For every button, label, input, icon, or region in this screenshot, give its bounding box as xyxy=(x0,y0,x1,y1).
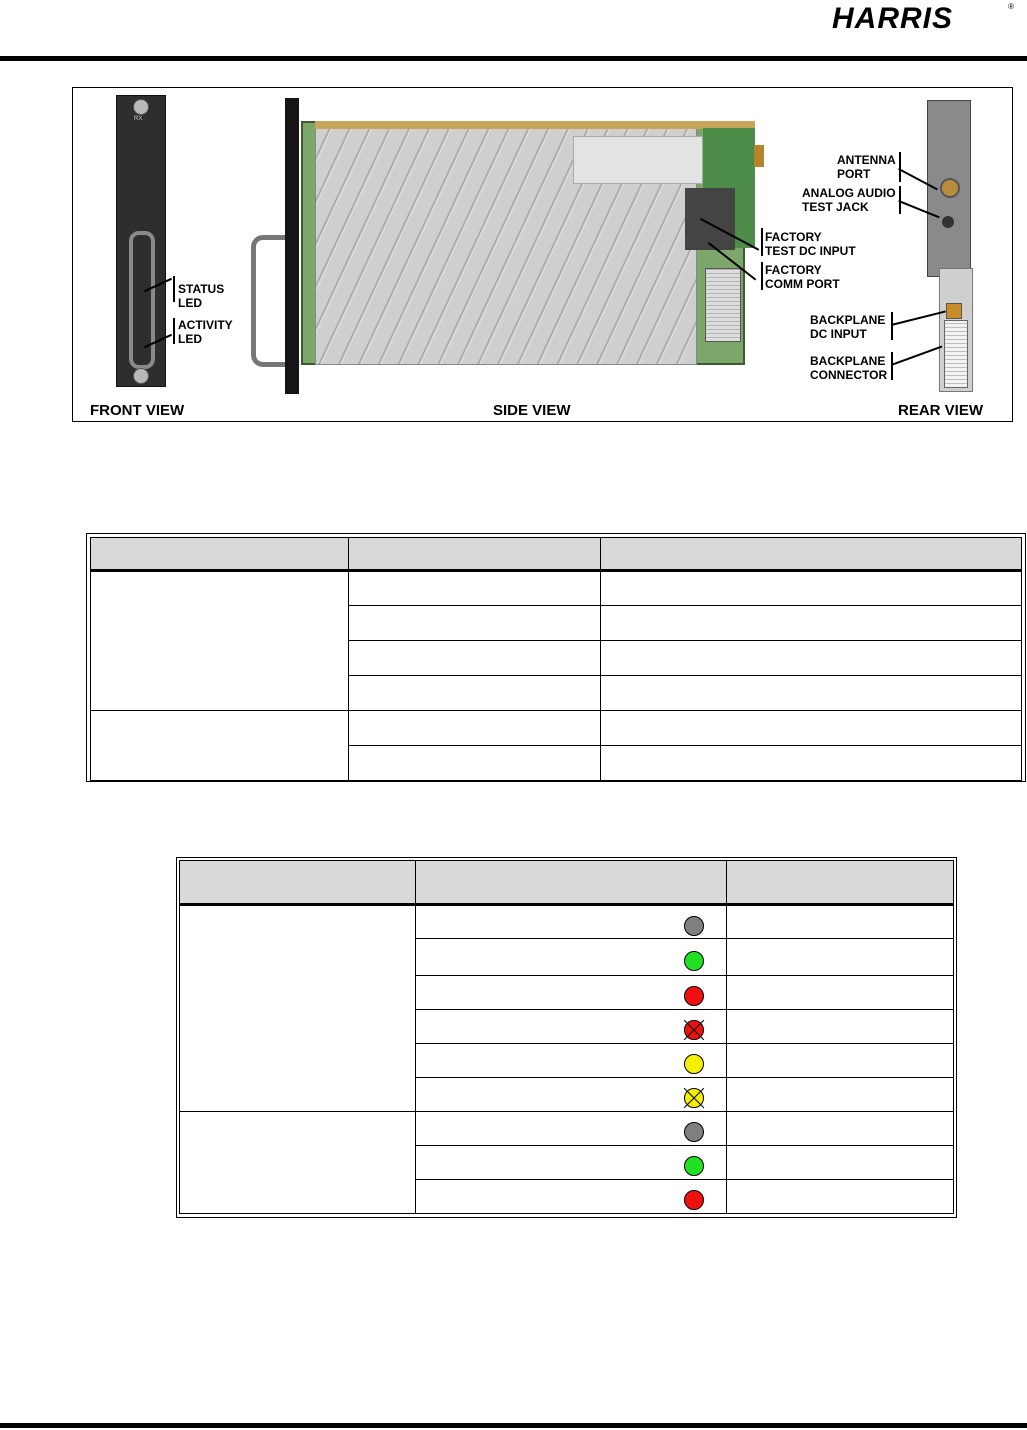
front-panel-marking: RX xyxy=(134,116,143,122)
table-header-row xyxy=(180,861,954,905)
header-rule xyxy=(0,56,1027,61)
table-cell xyxy=(601,711,1022,746)
audio-test-jack xyxy=(942,216,954,228)
front-view-label: FRONT VIEW xyxy=(90,402,185,419)
antenna-connector xyxy=(754,145,764,167)
led-red-flashing-icon xyxy=(684,1020,704,1040)
table-header-cell xyxy=(727,861,954,905)
table-cell xyxy=(727,1112,954,1146)
led-state-cell xyxy=(416,976,727,1010)
table-cell xyxy=(349,711,601,746)
backplane-connector-callout: BACKPLANE CONNECTOR xyxy=(810,354,888,382)
callout-line xyxy=(761,262,763,290)
led-yellow-icon xyxy=(684,1054,704,1074)
led-status-table-grid xyxy=(179,860,954,1214)
table-cell xyxy=(727,939,954,976)
callout-line xyxy=(173,276,175,302)
table-cell xyxy=(727,976,954,1010)
led-state-cell xyxy=(416,1010,727,1044)
table-cell xyxy=(601,641,1022,676)
led-state-cell xyxy=(416,905,727,939)
led-state-cell xyxy=(416,939,727,976)
table-row xyxy=(180,1112,954,1146)
antenna-port-callout: ANTENNA PORT xyxy=(837,153,896,181)
led-state-cell xyxy=(416,1078,727,1112)
table-header-cell xyxy=(91,538,349,571)
screw-icon xyxy=(133,99,149,115)
table-cell xyxy=(727,905,954,939)
table-cell xyxy=(601,606,1022,641)
callout-line xyxy=(761,228,763,256)
callout-line xyxy=(899,152,901,182)
table-header-row xyxy=(91,538,1022,571)
table-cell xyxy=(727,1078,954,1112)
screw-icon xyxy=(133,368,149,384)
table-header-cell xyxy=(601,538,1022,571)
table-cell xyxy=(349,746,601,781)
rear-view-label: REAR VIEW xyxy=(898,402,984,419)
callout-line xyxy=(173,318,175,344)
table-cell xyxy=(727,1146,954,1180)
led-red-icon xyxy=(684,1190,704,1210)
callout-line xyxy=(891,346,942,366)
group-cell xyxy=(180,905,416,1112)
activity-led-callout: ACTIVITY LED xyxy=(178,318,233,346)
led-status-table xyxy=(176,857,957,1218)
table-row xyxy=(91,571,1022,606)
table-cell xyxy=(601,571,1022,606)
front-handle xyxy=(129,231,155,369)
table-header-cell xyxy=(180,861,416,905)
table-cell xyxy=(601,676,1022,711)
led-yellow-flashing-icon xyxy=(684,1088,704,1108)
led-state-cell xyxy=(416,1180,727,1214)
side-view-label: SIDE VIEW xyxy=(493,402,571,419)
factory-port-connector xyxy=(685,188,735,250)
led-off-icon xyxy=(684,1122,704,1142)
table-header-cell xyxy=(349,538,601,571)
group-cell xyxy=(91,571,349,711)
led-state-cell xyxy=(416,1146,727,1180)
led-red-icon xyxy=(684,986,704,1006)
led-state-cell xyxy=(416,1044,727,1078)
backplane-dc-input-connector xyxy=(946,303,962,319)
analog-audio-test-jack-callout: ANALOG AUDIO TEST JACK xyxy=(802,186,896,214)
registered-mark: ® xyxy=(1008,2,1014,11)
front-panel-photo xyxy=(116,95,166,387)
backplane-dc-input-callout: BACKPLANE DC INPUT xyxy=(810,313,886,341)
table-cell xyxy=(727,1044,954,1078)
table-cell xyxy=(349,571,601,606)
connector-table xyxy=(86,533,1026,782)
status-led-callout: STATUS LED xyxy=(178,282,225,310)
label-area xyxy=(573,136,703,184)
table-header-cell xyxy=(416,861,727,905)
table-row xyxy=(180,905,954,939)
logo-wordmark: HARRIS xyxy=(832,2,954,35)
connector-table-grid xyxy=(90,537,1022,781)
group-cell xyxy=(180,1112,416,1214)
table-cell xyxy=(727,1010,954,1044)
callout-line xyxy=(891,312,893,340)
factory-comm-port-callout: FACTORY COMM PORT xyxy=(765,263,840,291)
callout-line xyxy=(891,310,946,325)
led-state-cell xyxy=(416,1112,727,1146)
table-cell xyxy=(601,746,1022,781)
led-off-icon xyxy=(684,916,704,936)
table-cell xyxy=(349,606,601,641)
harris-logo xyxy=(826,0,1016,52)
table-cell xyxy=(727,1180,954,1214)
table-cell xyxy=(349,641,601,676)
table-row xyxy=(91,711,1022,746)
module-views-figure xyxy=(72,87,1013,422)
led-green-icon xyxy=(684,951,704,971)
group-cell xyxy=(91,711,349,781)
backplane-connector-side xyxy=(705,268,741,342)
table-cell xyxy=(349,676,601,711)
front-bracket xyxy=(285,98,299,394)
antenna-port-jack xyxy=(940,178,960,198)
shield-edge xyxy=(315,121,755,129)
factory-test-dc-input-callout: FACTORY TEST DC INPUT xyxy=(765,230,856,258)
footer-rule xyxy=(0,1423,1027,1428)
led-green-icon xyxy=(684,1156,704,1176)
backplane-connector-pins xyxy=(944,320,968,388)
